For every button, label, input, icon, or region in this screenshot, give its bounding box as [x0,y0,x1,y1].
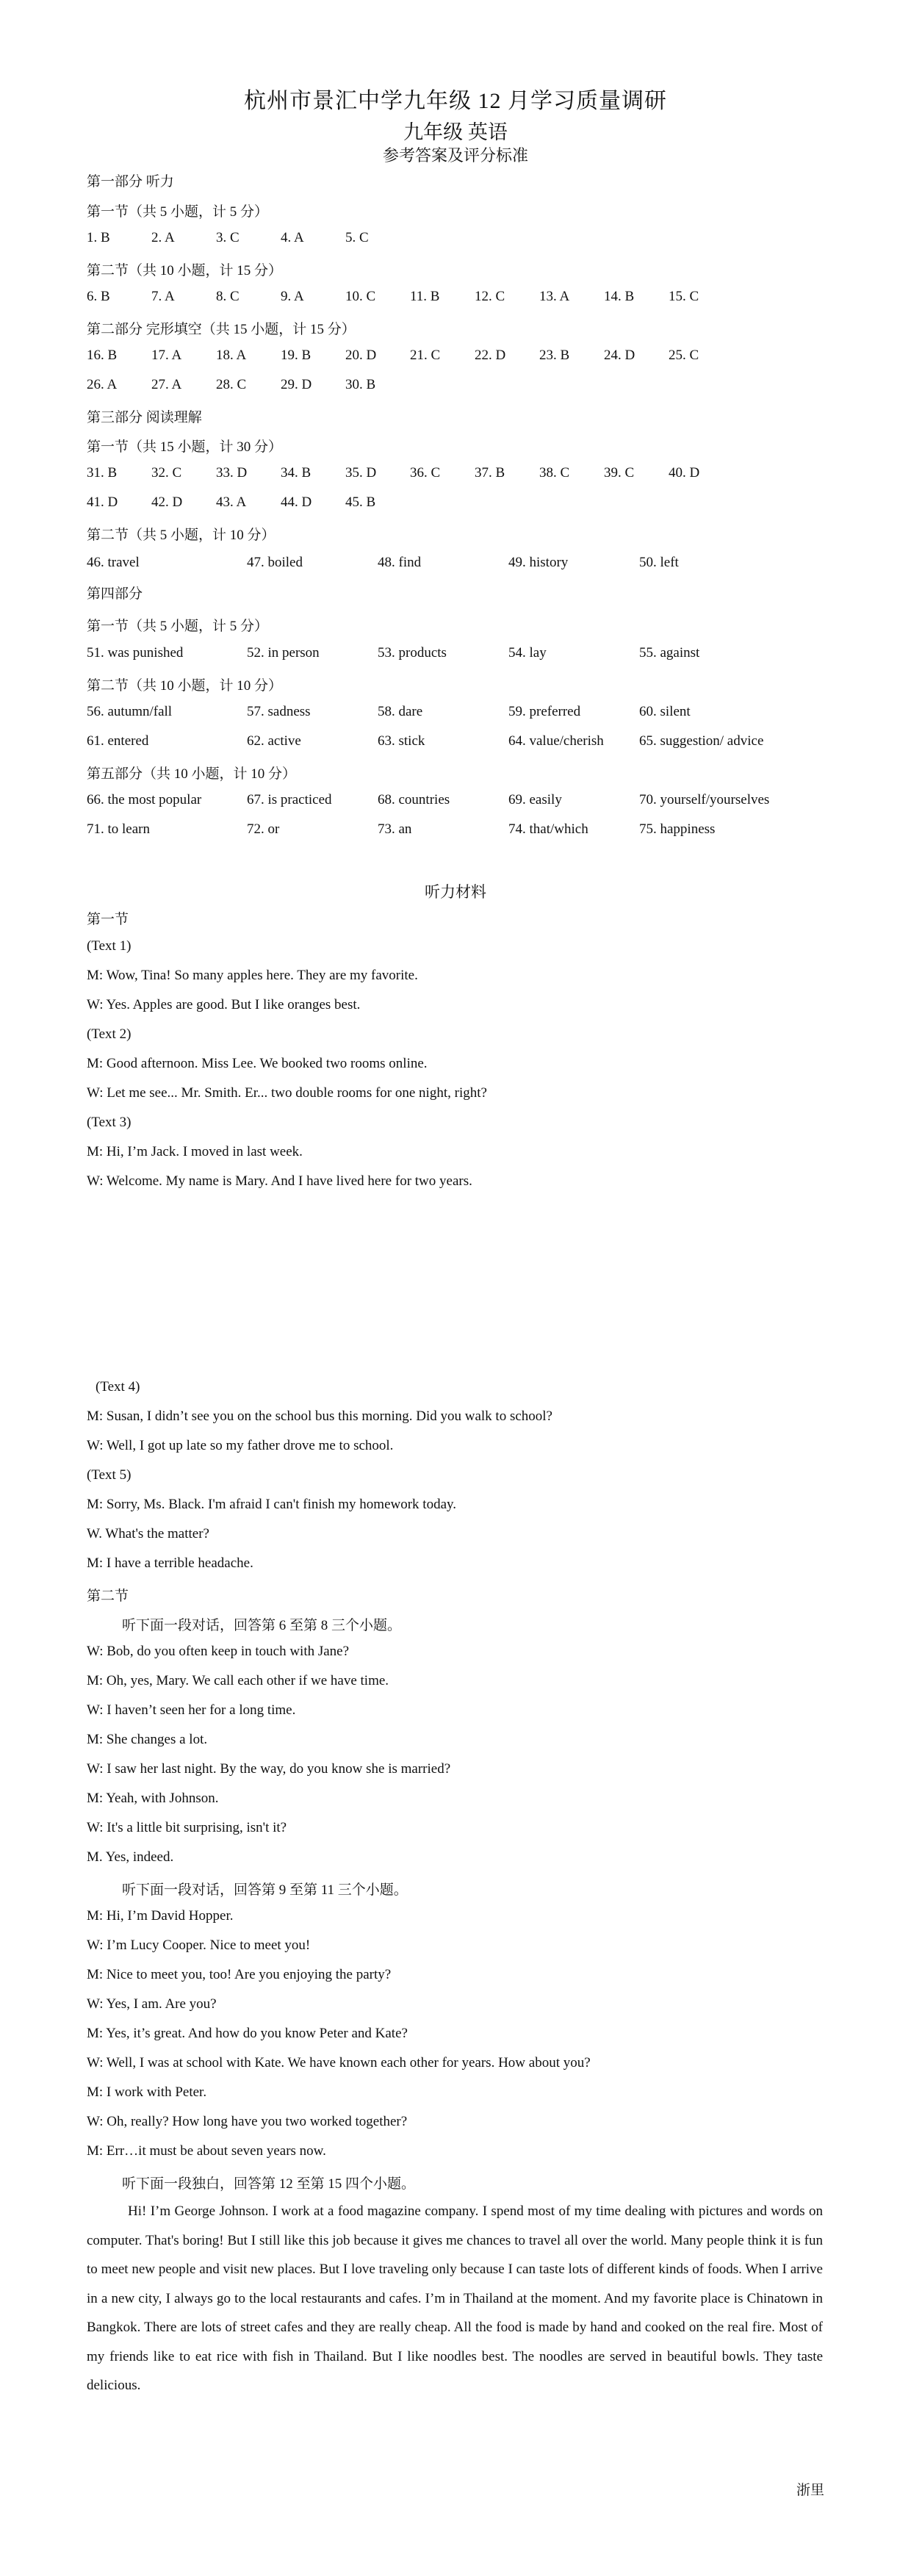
listening-section2: 第二节 [87,1589,129,1604]
answer-row-8 [87,645,895,663]
answer-item: 33. D [216,465,248,481]
answer-item: 28. C [216,377,247,392]
dialog-line: W: Bob, do you often keep in touch with Jane? [87,1644,350,1659]
section2-heading: 第二节（共 10 小题，计 15 分） [87,263,283,278]
section5-heading: 第一节（共 5 小题，计 5 分） [87,619,269,634]
monologue-paragraph: Hi! I’m George Johnson. I work at a food magazine company. I spend most of my time dealing with pictures and words on computer. That's boring! But I still like this job because it gives me chances to travel all over the world. Many people think it is fun to meet new people and visit new places. But I love traveling only because I can taste lots of different kinds of foods. When I arrive in a new city, I always go to the local restaurants and cafes. I’m in Thailand at the moment. And my favorite place is Chinatown in Bangkok. There are lots of street cafes and they are really cheap. All the food is made by hand and cooked on the real fire. Most of my friends like to eat rice with fish in Thailand. But I like noodles best. The noodles are served in beautiful bowls. They taste delicious. [87,2203,823,2393]
answer-item: 26. A [87,377,118,392]
dialog-line: M: Wow, Tina! So many apples here. They are my favorite. [87,968,418,983]
answer-item: 13. A [539,289,570,304]
answer-item: 44. D [281,494,312,510]
dialog-line: W: I’m Lucy Cooper. Nice to meet you! [87,1938,311,1953]
answer-item: 69. easily [508,792,562,807]
text3-label: (Text 3) [87,1115,132,1130]
answer-item: 46. travel [87,555,140,570]
text4-label: (Text 4) [96,1379,140,1395]
dialog-line: M: Yes, it’s great. And how do you know Peter and Kate? [87,2026,408,2041]
instruction-2: 听下面一段对话，回答第 9 至第 11 三个小题。 [122,1882,408,1898]
listening-title: 听力材料 [425,883,486,901]
answer-item: 42. D [151,494,183,510]
answer-item: 60. silent [639,704,691,719]
answer-item: 56. autumn/fall [87,704,173,719]
dialog-line: M: Err…it must be about seven years now. [87,2143,326,2159]
dialog-line: W: Welcome. My name is Mary. And I have lived here for two years. [87,1173,472,1189]
answer-item: 7. A [151,289,175,304]
answer-item: 39. C [604,465,635,481]
dialog-line: M: Oh, yes, Mary. We call each other if we have time. [87,1673,389,1688]
answer-row-2 [87,289,895,306]
dialog-line: M: I have a terrible headache. [87,1555,253,1571]
answer-item: 9. A [281,289,304,304]
dialog-line: W: Well, I got up late so my father drove me to school. [87,1438,394,1453]
answer-item: 62. active [247,733,301,749]
dialog-line: M: I work with Peter. [87,2084,207,2100]
answer-item: 8. C [216,289,240,304]
answer-item: 38. C [539,465,570,481]
answer-row-1 [87,230,895,248]
answer-item: 70. yourself/yourselves [639,792,770,807]
answer-item: 27. A [151,377,182,392]
answer-item: 19. B [281,348,312,363]
answer-row-7 [87,555,895,572]
dialog-line: W: I saw her last night. By the way, do you know she is married? [87,1761,451,1777]
answer-item: 58. dare [378,704,423,719]
part1-heading: 第一部分 听力 [87,174,174,190]
answer-item: 68. countries [378,792,450,807]
part2-heading: 第二部分 完形填空（共 15 小题，计 15 分） [87,322,356,337]
answer-item: 45. B [345,494,376,510]
answer-item: 47. boiled [247,555,303,570]
section3-heading: 第一节（共 15 小题，计 30 分） [87,439,283,455]
listening-section1: 第一节 [87,912,129,927]
answer-item: 16. B [87,348,118,363]
instruction-3: 听下面一段独白，回答第 12 至第 15 四个小题。 [122,2176,416,2192]
answer-item: 72. or [247,821,280,837]
answer-row-9 [87,704,895,722]
answer-item: 57. sadness [247,704,311,719]
dialog-line: M: Yeah, with Johnson. [87,1791,219,1806]
text2-label: (Text 2) [87,1026,132,1042]
answer-item: 55. against [639,645,700,661]
dialog-line: W: Yes, I am. Are you? [87,1996,217,2012]
answer-item: 41. D [87,494,118,510]
answer-item: 5. C [345,230,369,245]
answer-item: 51. was punished [87,645,184,661]
answer-item: 35. D [345,465,377,481]
part3-heading: 第三部分 阅读理解 [87,410,202,425]
answer-item: 20. D [345,348,377,363]
answer-item: 49. history [508,555,569,570]
answer-row-5 [87,465,895,483]
section6-heading: 第二节（共 10 小题，计 10 分） [87,678,283,694]
answer-item: 40. D [669,465,700,481]
answer-item: 21. C [410,348,441,363]
dialog-line: M: Nice to meet you, too! Are you enjoying the party? [87,1967,392,1982]
dialog-line: W. What's the matter? [87,1526,209,1541]
dialog-line: M: Hi, I’m Jack. I moved in last week. [87,1144,303,1159]
answer-row-6 [87,494,895,512]
document-title: 杭州市景汇中学九年级 12 月学习质量调研 [244,89,667,113]
dialog-line: W: I haven’t seen her for a long time. [87,1702,296,1718]
answer-row-3 [87,348,895,365]
answer-item: 36. C [410,465,441,481]
answer-item: 48. find [378,555,422,570]
answer-item: 32. C [151,465,182,481]
answer-item: 15. C [669,289,699,304]
answer-item: 37. B [475,465,505,481]
answer-item: 24. D [604,348,635,363]
footer-mark: 浙里 [796,2483,824,2498]
dialog-line: M: Susan, I didn’t see you on the school bus this morning. Did you walk to school? [87,1408,552,1424]
answer-item: 59. preferred [508,704,581,719]
answer-item: 3. C [216,230,240,245]
answer-item: 1. B [87,230,110,245]
answer-item: 4. A [281,230,304,245]
dialog-line: W: Let me see... Mr. Smith. Er... two double rooms for one night, right? [87,1085,487,1101]
dialog-line: M: Sorry, Ms. Black. I'm afraid I can't finish my homework today. [87,1497,457,1512]
answer-item: 31. B [87,465,118,481]
answer-item: 12. C [475,289,505,304]
answer-item: 10. C [345,289,376,304]
section4-heading: 第二节（共 5 小题，计 10 分） [87,528,276,543]
answer-item: 17. A [151,348,182,363]
answer-item: 2. A [151,230,175,245]
answer-item: 75. happiness [639,821,716,837]
answer-item: 34. B [281,465,312,481]
text1-label: (Text 1) [87,938,132,954]
answer-row-11 [87,792,895,810]
answer-item: 66. the most popular [87,792,202,807]
part5-heading: 第五部分（共 10 小题，计 10 分） [87,766,297,782]
answer-item: 50. left [639,555,679,570]
answer-item: 14. B [604,289,635,304]
dialog-line: W: Yes. Apples are good. But I like oranges best. [87,997,361,1012]
answer-item: 30. B [345,377,376,392]
answer-item: 53. products [378,645,447,661]
answer-item: 67. is practiced [247,792,332,807]
answer-item: 18. A [216,348,247,363]
answer-row-10 [87,733,895,751]
answer-item: 23. B [539,348,570,363]
answer-item: 43. A [216,494,247,510]
answer-item: 54. lay [508,645,547,661]
dialog-line: M: Good afternoon. Miss Lee. We booked two rooms online. [87,1056,428,1071]
answer-row-4 [87,377,895,395]
dialog-line: M. Yes, indeed. [87,1849,174,1865]
answer-item: 64. value/cherish [508,733,604,749]
text5-label: (Text 5) [87,1467,132,1483]
instruction-1: 听下面一段对话，回答第 6 至第 8 三个小题。 [122,1618,402,1633]
dialog-line: M: She changes a lot. [87,1732,208,1747]
dialog-line: W: It's a little bit surprising, isn't it? [87,1820,287,1835]
answer-item: 63. stick [378,733,425,749]
dialog-line: M: Hi, I’m David Hopper. [87,1908,234,1924]
caption: 参考答案及评分标准 [382,146,528,165]
answer-item: 22. D [475,348,506,363]
answer-item: 29. D [281,377,312,392]
answer-item: 74. that/which [508,821,588,837]
answer-item: 6. B [87,289,110,304]
answer-row-12 [87,821,895,839]
dialog-line: W: Well, I was at school with Kate. We have known each other for years. How about you? [87,2055,591,2070]
answer-item: 73. an [378,821,412,837]
answer-item: 25. C [669,348,699,363]
answer-item: 52. in person [247,645,320,661]
answer-item: 65. suggestion/ advice [639,733,764,749]
answer-item: 71. to learn [87,821,151,837]
answer-item: 11. B [410,289,440,304]
section1-heading: 第一节（共 5 小题，计 5 分） [87,204,269,220]
part4-heading: 第四部分 [87,586,143,602]
grade-subject: 九年级 英语 [403,121,508,143]
answer-item: 61. entered [87,733,149,749]
dialog-line: W: Oh, really? How long have you two worked together? [87,2114,408,2129]
